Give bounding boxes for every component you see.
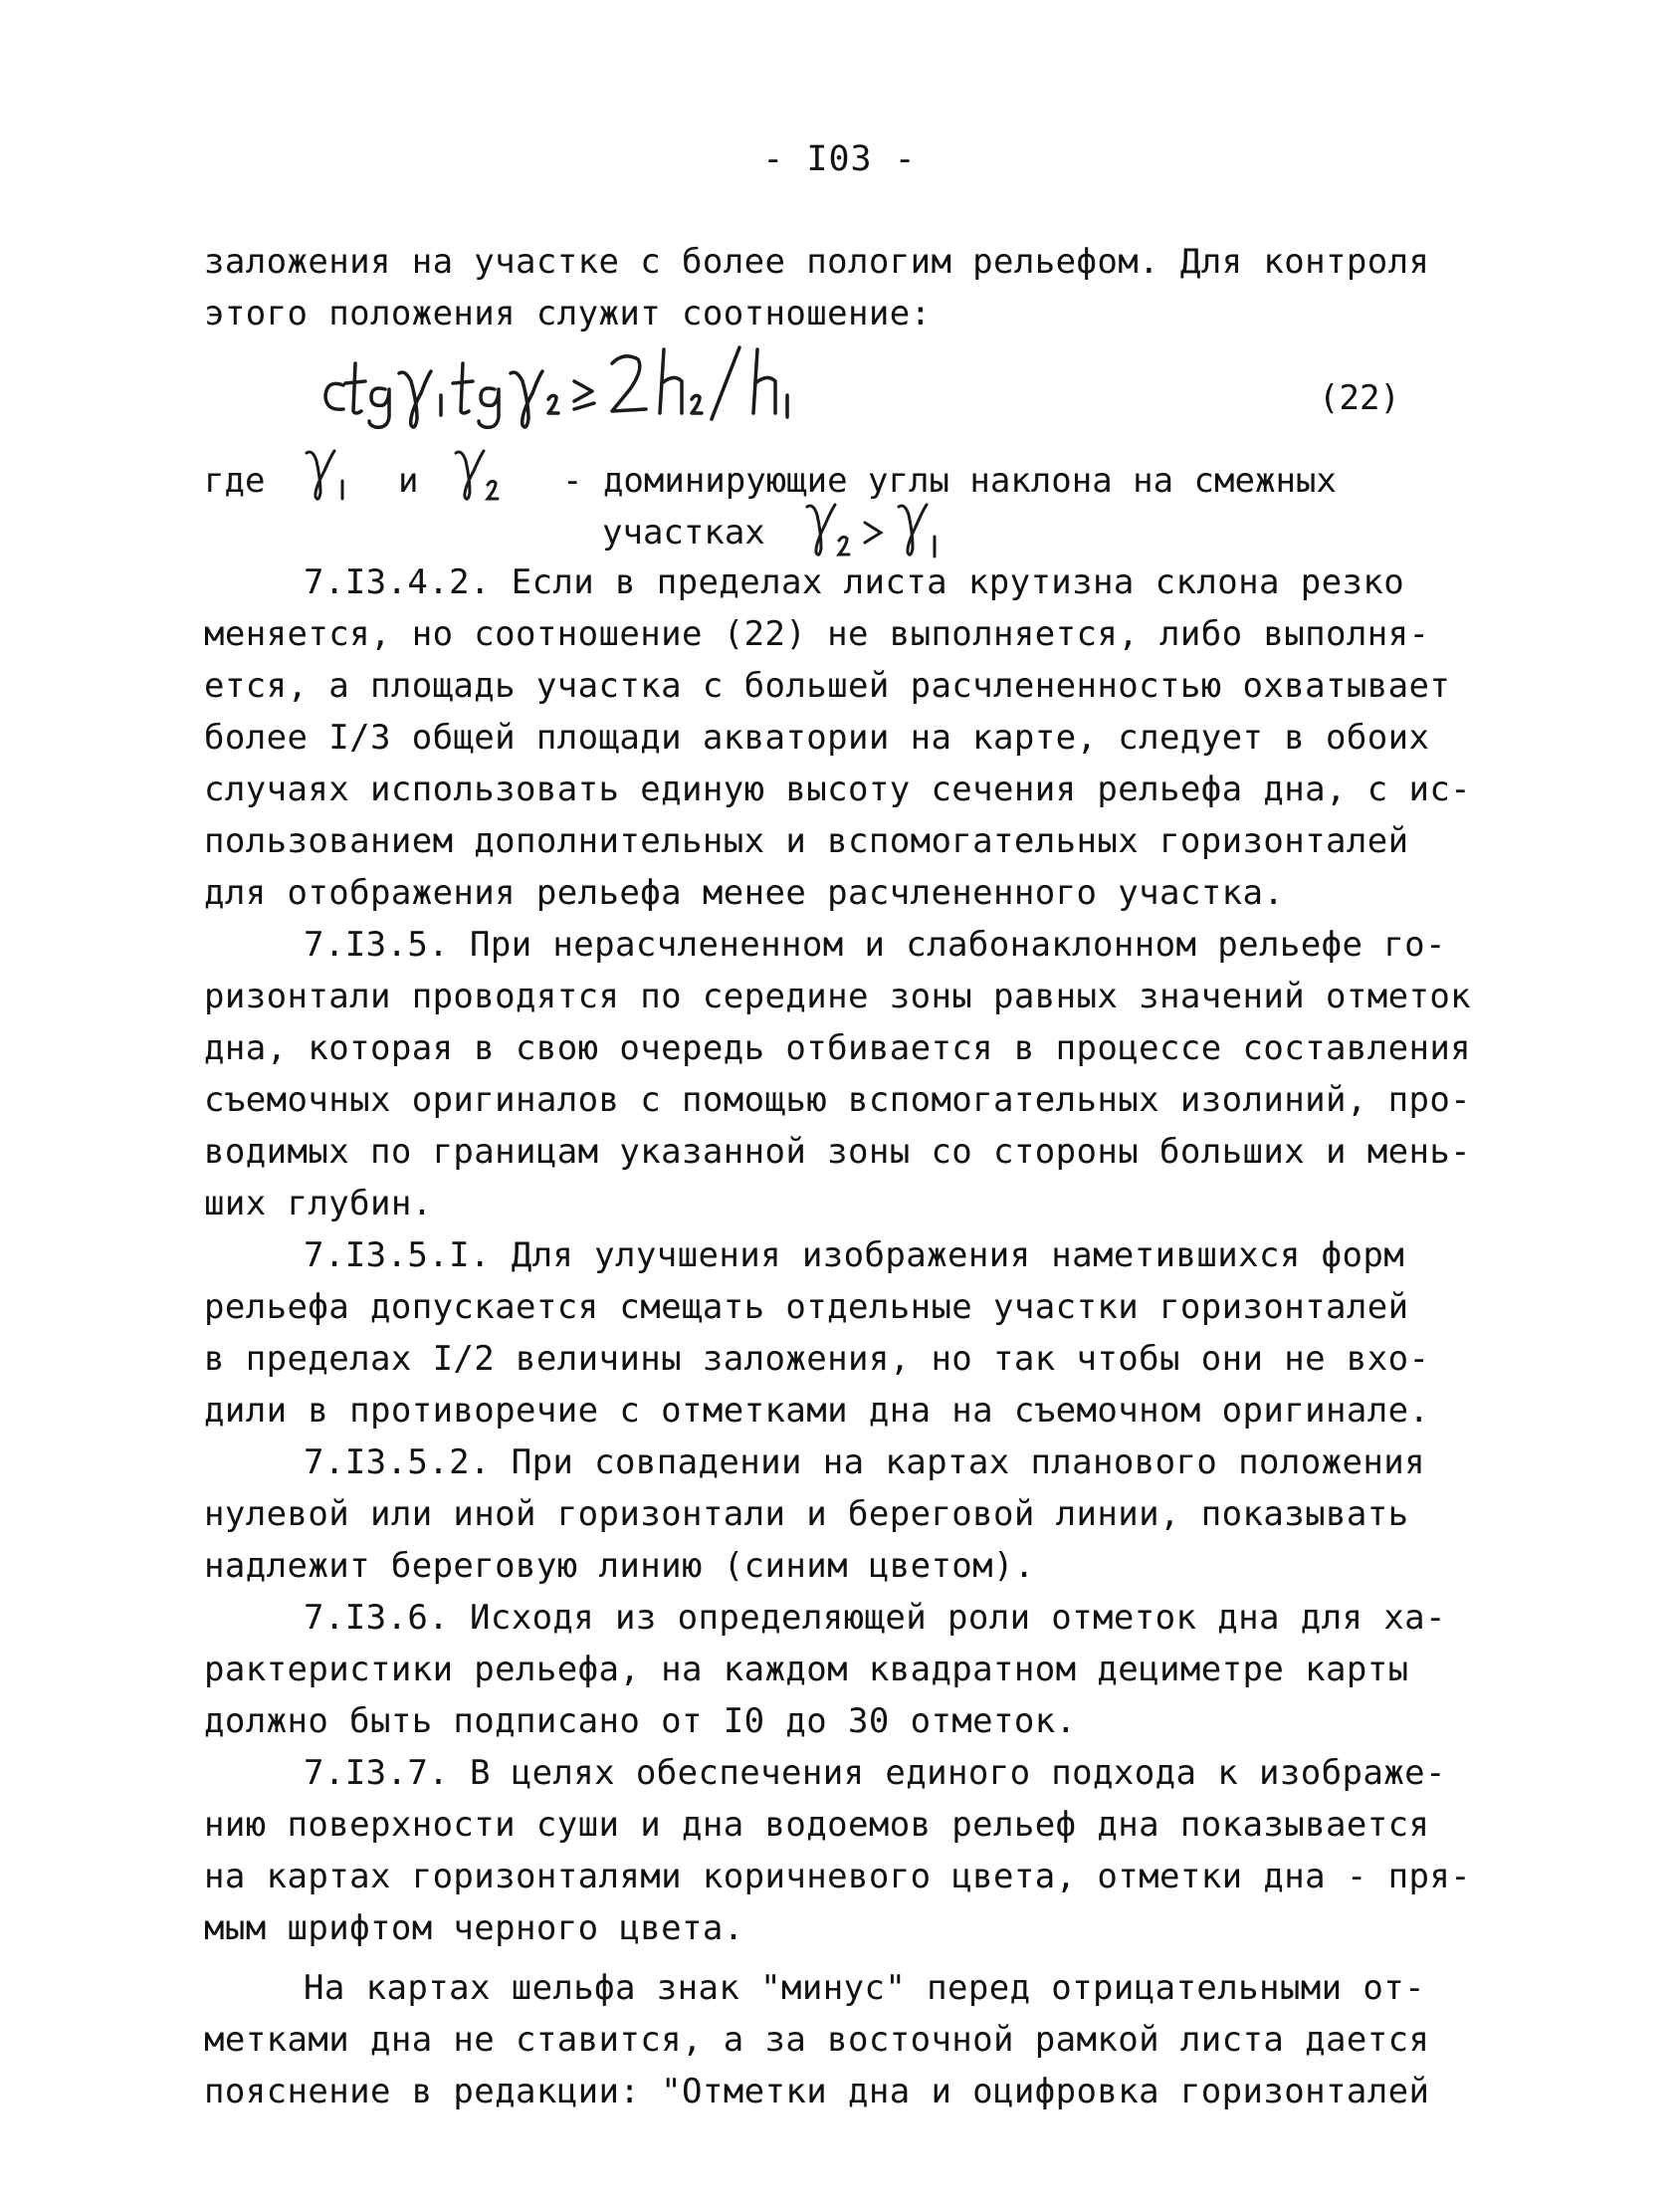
text-line: пояснение в редакции: "Отметки дна и оцифровка горизонталей [204,2072,1430,2111]
text-line: в пределах I/2 величины заложения, но так чтобы они не вхо- [204,1339,1430,1379]
formula-drawing [314,333,871,433]
text-line: случаях использовать единую высоту сечения рельефа дна, с ис- [204,770,1472,809]
text-line: На картах шельфа знак "минус" перед отрицательными от- [304,1968,1425,2008]
gamma-1-symbol [299,441,358,511]
text-line: съемочных оригиналов с помощью вспомогательных изолиний, про- [204,1080,1472,1120]
text-line: рактеристики рельефа, на каждом квадратном дециметре карты [204,1650,1409,1689]
handwritten-formula [314,333,871,433]
text-line: меняется, но соотношение (22) не выполняется, либо выполня- [204,614,1430,654]
text-line: этого положения служит соотношение: [204,294,932,333]
text-line: заложения на участке с более пологим рельефом. Для контроля [204,242,1430,282]
text-line: ризонтали проводятся по середине зоны равных значений отметок [204,977,1472,1016]
text-line: дна, которая в свою очередь отбивается в процессе составления [204,1028,1472,1068]
text-line: мым шрифтом черного цвета. [204,1908,744,1948]
conjunction: и [398,461,419,501]
text-line: для отображения рельефа менее расчлененного участка. [204,873,1285,913]
text-line: рельефа допускается смещать отдельные участки горизонталей [204,1287,1409,1327]
text-line: нулевой или иной горизонтали и береговой линии, показывать [204,1494,1409,1534]
text-line: более I/3 общей площади акватории на карте, следует в обоих [204,718,1430,758]
where-continuation-text: участках [602,513,765,553]
text-line: пользованием дополнительных и вспомогательных горизонталей [204,821,1409,861]
text-line: 7.I3.7. В целях обеспечения единого подхода к изображе- [304,1753,1446,1793]
text-line: 7.I3.5.2. При совпадении на картах планового положения [304,1442,1425,1482]
where-label: где [204,461,266,501]
text-line: 7.I3.5.I. Для улучшения изображения наметившихся форм [304,1235,1405,1275]
text-line: нию поверхности суши и дна водоемов рельеф дна показывается [204,1805,1430,1845]
text-line: метками дна не ставится, а за восточной рамкой листа дается [204,2020,1430,2060]
text-line: надлежит береговую линию (синим цветом). [204,1546,1035,1586]
text-line: 7.I3.4.2. Если в пределах листа крутизна склона резко [304,562,1405,602]
text-line: на картах горизонталями коричневого цвета, отметки дна - пря- [204,1857,1472,1896]
text-line: водимых по границам указанной зоны со стороны больших и мень- [204,1132,1472,1172]
text-line: 7.I3.6. Исходя из определяющей роли отметок дна для ха- [304,1598,1446,1638]
gamma-2-symbol [448,441,508,511]
text-line: должно быть подписано от I0 до 30 отметок. [204,1701,1077,1741]
formula-number: (22) [1319,378,1400,418]
text-line: ется, а площадь участка с большей расчлененностью охватывает [204,666,1451,706]
text-line: дили в противоречие с отметками дна на съемочном оригинале. [204,1391,1430,1431]
text-line: 7.I3.5. При нерасчлененном и слабонаклонном рельефе го- [304,925,1446,965]
text-line: ших глубин. [204,1184,433,1223]
page-number: - I03 - [762,139,917,179]
where-description: - доминирующие углы наклона на смежных [562,461,1337,501]
gamma-inequality [801,493,960,567]
